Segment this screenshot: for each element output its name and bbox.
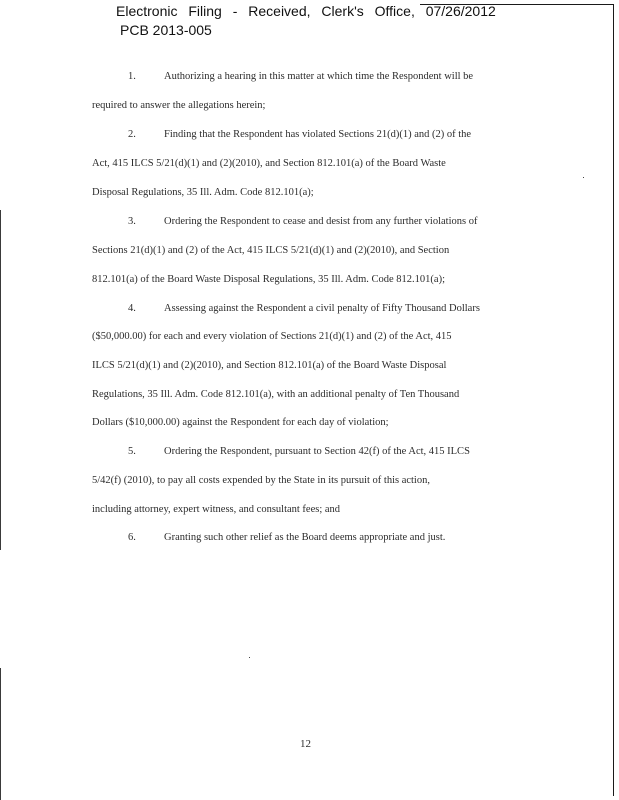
paragraph-number: 1.	[128, 71, 136, 82]
paragraph-line: Act, 415 ILCS 5/21(d)(1) and (2)(2010), and Section 812.101(a) of the Board Waste	[92, 158, 446, 169]
scan-edge-left-lower	[0, 668, 1, 800]
page-number: 12	[300, 738, 311, 750]
paragraph-line: Sections 21(d)(1) and (2) of the Act, 415 ILCS 5/21(d)(1) and (2)(2010), and Section	[92, 245, 450, 256]
paragraph-number: 5.	[128, 446, 136, 457]
scan-speck	[249, 657, 250, 658]
scan-speck	[583, 177, 584, 178]
paragraph-line: Dollars ($10,000.00) against the Respondent for each day of violation;	[92, 417, 389, 428]
paragraph-line: including attorney, expert witness, and consultant fees; and	[92, 504, 341, 515]
scan-edge-right	[613, 4, 614, 796]
paragraph-line: required to answer the allegations herein;	[92, 100, 266, 111]
paragraph-line: Assessing against the Respondent a civil penalty of Fifty Thousand Dollars	[164, 303, 480, 314]
filing-stamp	[116, 2, 496, 40]
case-number: PCB 2013-005	[120, 22, 212, 38]
paragraph-number: 3.	[128, 216, 136, 227]
paragraph-line: Regulations, 35 Ill. Adm. Code 812.101(a), with an additional penalty of Ten Thousand	[92, 389, 460, 400]
filing-stamp-line: Electronic Filing - Received, Clerk's Office, 07/26/2012	[116, 3, 496, 19]
paragraph-line: Granting such other relief as the Board deems appropriate and just.	[164, 532, 446, 543]
paragraph-line: 5/42(f) (2010), to pay all costs expended by the State in its pursuit of this action,	[92, 475, 430, 486]
scan-edge-left	[0, 210, 1, 550]
paragraph-line: Finding that the Respondent has violated Sections 21(d)(1) and (2) of the	[164, 129, 472, 140]
paragraph-line: Authorizing a hearing in this matter at which time the Respondent will be	[164, 71, 474, 82]
paragraph-line: Ordering the Respondent to cease and desist from any further violations of	[164, 216, 478, 227]
paragraph-number: 4.	[128, 303, 136, 314]
paragraph-line: 812.101(a) of the Board Waste Disposal Regulations, 35 Ill. Adm. Code 812.101(a);	[92, 274, 445, 285]
paragraph-number: 2.	[128, 129, 136, 140]
paragraph-line: ($50,000.00) for each and every violation of Sections 21(d)(1) and (2) of the Act, 415	[92, 331, 452, 342]
paragraph-line: Ordering the Respondent, pursuant to Section 42(f) of the Act, 415 ILCS	[164, 446, 470, 457]
paragraph-line: Disposal Regulations, 35 Ill. Adm. Code 812.101(a);	[92, 187, 314, 198]
paragraph-number: 6.	[128, 532, 136, 543]
paragraph-line: ILCS 5/21(d)(1) and (2)(2010), and Section 812.101(a) of the Board Waste Disposal	[92, 360, 447, 371]
